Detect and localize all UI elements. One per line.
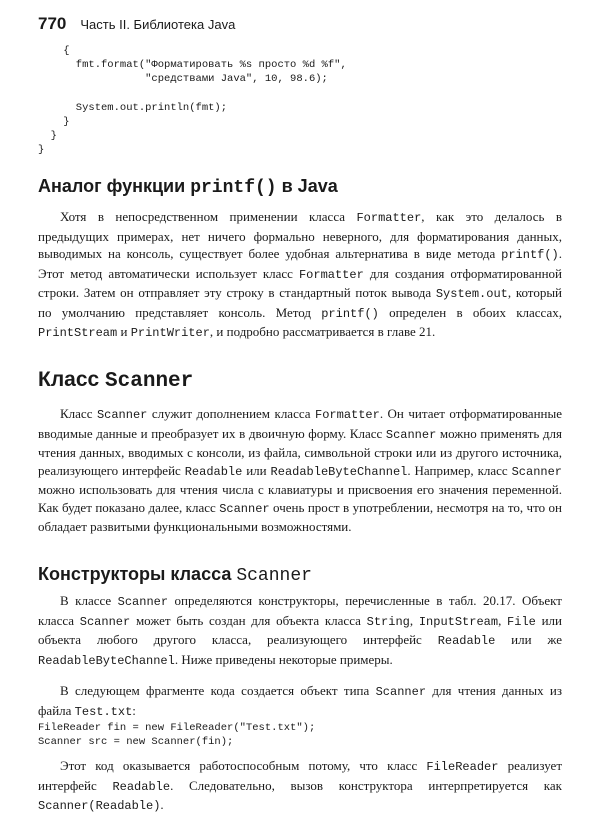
inline-code: Test.txt (74, 704, 133, 719)
heading-code: printf() (190, 178, 277, 198)
heading-text: Конструкторы класса (38, 564, 237, 584)
code-block-filereader (38, 721, 315, 749)
text: и (117, 324, 131, 339)
text: . Ниже приведены некоторые примеры. (174, 651, 393, 667)
inline-code: Formatter (356, 211, 422, 225)
inline-code: System.out (435, 287, 508, 301)
inline-code: Formatter (315, 408, 380, 422)
inline-code: PrintWriter (130, 326, 210, 340)
text: определен в обоих классах, (378, 304, 562, 320)
code-line: } (38, 130, 57, 143)
code-line: fmt.format("Форматировать %s просто %d %f", (38, 59, 347, 72)
heading-text: Аналог функции (38, 176, 191, 196)
text: , (409, 612, 419, 628)
section-heading-scanner (38, 368, 193, 393)
text: реализует интерфейс (38, 758, 563, 793)
code-line: } (38, 144, 45, 157)
text: , и подробно рассматривается в главе 21. (209, 324, 436, 339)
inline-code: FileReader (426, 760, 499, 774)
text: определяются конструкторы, перечисленные в табл. 20.17. Объект класса (38, 593, 562, 628)
inline-code: Readable (112, 779, 171, 794)
code-line: "средствами Java", 10, 98.6); (38, 73, 328, 86)
code-line: FileReader fin = new FileReader("Test.txt"); (38, 722, 316, 734)
text: служит дополнением класса (147, 406, 316, 421)
text: Этот код оказывается работоспособным потому, что класс (60, 758, 427, 773)
text: Класс (60, 406, 97, 421)
inline-code: Readable (184, 464, 243, 479)
text: очень прост в употреблении, несмотря на то, что он обладает развитыми функциональными возможностями. (38, 499, 562, 534)
inline-code: Scanner (219, 501, 270, 516)
text: . Этот метод автоматически использует класс (38, 246, 562, 281)
text: для создания отформатированной строки. Затем он отправляет эту строку в стандартный поток вывода (38, 265, 562, 300)
text: . (160, 797, 164, 812)
inline-code: InputStream (418, 614, 499, 629)
running-header (38, 14, 235, 34)
heading-code: Scanner (236, 566, 312, 586)
text: может быть создан для объекта класса (130, 612, 367, 628)
text: . Он читает отформатированные вводимые данные и преобразует их в двоичную форму. Класс (38, 406, 562, 441)
paragraph-printf (38, 208, 562, 343)
text: . Например, класс (407, 462, 512, 478)
text: , как это делалось в предыдущих примерах, нет ничего формально неверного, для форматирования данных, выводимых на консоль, существует более удобная альтернатива в виде метода (38, 209, 563, 261)
inline-code: Scanner(Readable) (38, 799, 161, 813)
running-title: Часть II. Библиотека Java (80, 17, 236, 32)
code-line: { (38, 45, 70, 57)
text: : (132, 702, 136, 718)
section-heading-constructors (38, 564, 312, 586)
text: В классе (60, 593, 118, 608)
inline-code: Formatter (298, 267, 364, 282)
inline-code: Readable (437, 634, 496, 648)
inline-code: PrintStream (38, 326, 118, 340)
heading-text: Класс (38, 368, 106, 391)
page-number: 770 (38, 14, 67, 33)
inline-code: Scanner (375, 685, 427, 699)
text: , (498, 612, 508, 628)
paragraph-readable (38, 757, 562, 816)
code-line: } (38, 116, 70, 129)
inline-code: Scanner (96, 408, 148, 422)
inline-code: Scanner (79, 614, 131, 629)
text: для чтения данных из файла (38, 683, 563, 718)
inline-code: printf() (501, 248, 559, 262)
text: или объекта любого другого класса, реализующего интерфейс (38, 612, 562, 647)
heading-text: в Java (276, 176, 338, 196)
inline-code: File (507, 614, 536, 629)
paragraph-constructors (38, 592, 562, 670)
inline-code: String (366, 614, 410, 629)
text: можно применять для чтения данных, вводимых с консоли, из файла, символьной строки или из другого источника, реализующего интерфейс (38, 425, 562, 478)
inline-code: ReadableByteChannel (270, 464, 408, 479)
text: или (242, 462, 271, 478)
inline-code: printf() (321, 306, 379, 321)
heading-code: Scanner (105, 370, 194, 393)
text: . Следовательно, вызов конструктора интерпретируется как (170, 777, 562, 793)
section-heading-printf (38, 176, 338, 198)
code-line: Scanner src = new Scanner(fin); (38, 736, 234, 749)
inline-code: Scanner (385, 427, 437, 442)
paragraph-file-example (38, 682, 562, 721)
inline-code: Scanner (511, 464, 563, 479)
text: можно использовать для чтения числа с клавиатуры и присвоения его значения переменной. Как будет показано далее, класс (38, 482, 562, 515)
text: Хотя в непосредственном применении класса (60, 209, 357, 224)
inline-code: Scanner (117, 595, 169, 609)
inline-code: ReadableByteChannel (38, 653, 175, 668)
text: , который по умолчанию представляет консоль. Метод (38, 285, 563, 320)
text: или же (495, 632, 562, 647)
paragraph-scanner (38, 405, 562, 536)
code-line: System.out.println(fmt); (38, 101, 228, 114)
code-block-top (38, 44, 347, 158)
text: В следующем фрагменте кода создается объект типа (60, 683, 376, 698)
